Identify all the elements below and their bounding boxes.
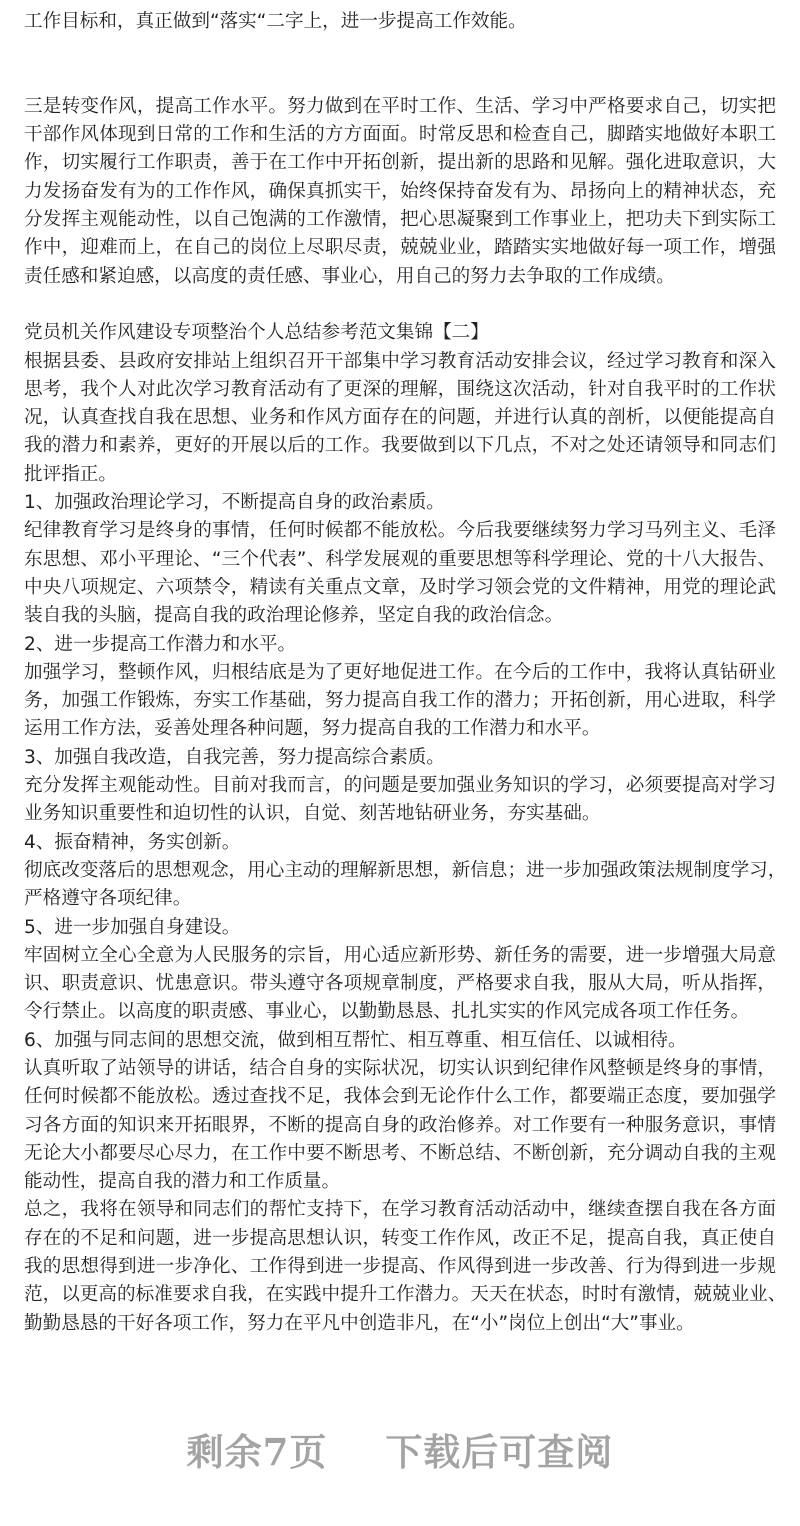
text-line: 习各方面的知识来开拓眼界，不断的提高自身的政治修养。对工作要有一种服务意识，事情 — [24, 1114, 776, 1136]
text-line: 工作目标和，真正做到“落实“二字上，进一步提高工作效能。 — [24, 11, 527, 32]
text-line: 批评指正。 — [24, 463, 117, 485]
document-body — [24, 8, 787, 1338]
text-line: 存在的不足和问题，进一步提高思想认识，转变工作作风，改正不足，提高自我，真正使自 — [24, 1227, 776, 1249]
paragraph — [24, 659, 776, 744]
text-line: 勤勤恳恳的干好各项工作，努力在平凡中创造非凡，在“小”岗位上创出“大”事业。 — [24, 1312, 695, 1334]
text-line: 5、进一步加强自身建设。 — [24, 916, 241, 938]
text-line: 识、职责意识、忧患意识。带头遵守各项规章制度，严格要求自我，服从大局，听从指挥， — [24, 973, 776, 995]
text-line: 我的思想得到进一步净化、工作得到进一步提高、作风得到进一步改善、行为得到进一步规 — [24, 1256, 776, 1278]
text-line: 思考，我个人对此次学习教育活动有了更深的理解，围绕这次活动，针对自我平时的工作状 — [24, 378, 776, 400]
text-line: 中央八项规定、六项禁令，精读有关重点文章，及时学习领会党的文件精神，用党的理论武 — [24, 576, 776, 598]
text-line: 1、加强政治理论学习，不断提高自身的政治素质。 — [24, 492, 445, 514]
text-line: 认真听取了站领导的讲话，结合自身的实际状况，切实认识到纪律作风整顿是终身的事情， — [24, 1057, 776, 1079]
text-line: 运用工作方法，妥善处理各种问题，努力提高自我的工作潜力和水平。 — [24, 718, 601, 740]
text-line: 务，加强工作锻炼，夯实工作基础，努力提高自我工作的潜力；开拓创新，用心进取，科学 — [24, 690, 776, 712]
text-line: 党员机关作风建设专项整治个人总结参考范文集锦【二】 — [24, 322, 489, 344]
text-line: 干部作风体现到日常的工作和生活的方方面面。时常反思和检查自己，脚踏实地做好本职工 — [24, 124, 776, 146]
text-line: 能动性，提高自我的潜力和工作质量。 — [24, 1171, 341, 1193]
text-line: 牢固树立全心全意为人民服务的宗旨，用心适应新形势、新任务的需要，进一步增强大局意 — [24, 944, 776, 966]
text-line: 作中，迎难而上，在自己的岗位上尽职尽责，兢兢业业，踏踏实实地做好每一项工作，增强 — [24, 237, 776, 259]
text-line: 3、加强自我改造，自我完善，努力提高综合素质。 — [24, 746, 445, 768]
text-line: 作，切实履行工作职责，善于在工作中开拓创新，提出新的思路和见解。强化进取意识，大 — [24, 152, 776, 174]
text-line: 我的潜力和素养，更好的开展以后的工作。我要做到以下几点，不对之处还请领导和同志们 — [24, 435, 776, 457]
text-line: 6、加强与同志间的思想交流，做到相互帮忙、相互尊重、相互信任、以诚相待。 — [24, 1029, 687, 1051]
paragraph — [24, 1196, 787, 1337]
paragraph — [24, 517, 776, 630]
text-line: 范，以更高的标准要求自我，在实践中提升工作潜力。天天在状态，时时有激情，兢兢业业、 — [24, 1284, 787, 1306]
text-line: 责任感和紧迫感，以高度的责任感、事业心，用自己的努力去争取的工作成绩。 — [24, 265, 675, 287]
text-line: 总之，我将在领导和同志们的帮忙支持下，在学习教育活动活动中，继续查摆自我在各方面 — [24, 1199, 776, 1221]
text-line: 力发扬奋发有为的工作作风，确保真抓实干，始终保持奋发有为、昂扬向上的精神状态，充 — [24, 180, 776, 202]
text-line: 加强学习，整顿作风，归根结底是为了更好地促进工作。在今后的工作中，我将认真钻研业 — [24, 661, 776, 683]
text-line: 三是转变作风，提高工作水平。努力做到在平时工作、生活、学习中严格要求自己，切实把 — [24, 95, 776, 117]
paragraph — [24, 857, 787, 914]
text-line: 无论大小都要尽心尽力，在工作中要不断思考、不断总结、不断创新，充分调动自我的主观 — [24, 1142, 776, 1164]
paragraph — [24, 631, 776, 659]
paragraph — [24, 489, 776, 517]
text-line: 分发挥主观能动性，以自己饱满的工作激情，把心思凝聚到工作事业上，把功夫下到实际工 — [24, 209, 776, 231]
paragraph — [24, 8, 776, 36]
download-more-banner[interactable] — [0, 1422, 800, 1476]
text-line: 装自我的头脑，提高自我的政治理论修养，坚定自我的政治信念。 — [24, 605, 564, 627]
text-line: 业务知识重要性和迫切性的认识，自觉、刻苦地钻研业务，夯实基础。 — [24, 803, 601, 825]
text-line: 彻底改变落后的思想观念，用心主动的理解新思想，新信息；进一步加强政策法规制度学习， — [24, 859, 787, 881]
text-line: 令行禁止。以高度的职责感、事业心，以勤勤恳恳、扎扎实实的作风完成各项工作任务。 — [24, 1001, 750, 1023]
text-line: 东思想、邓小平理论、“三个代表”、科学发展观的重要思想等科学理论、党的十八大报告、 — [24, 548, 776, 570]
paragraph — [24, 348, 776, 489]
text-line: 2、进一步提高工作潜力和水平。 — [24, 633, 297, 655]
text-line: 任何时候都不能放松。透过查找不足，我体会到无论作什么工作，都要端正态度，要加强学 — [24, 1086, 776, 1108]
paragraph — [24, 772, 776, 829]
download-prompt-label[interactable]: 下载后可查阅 — [385, 1430, 614, 1474]
text-line: 况，认真查找自我在思想、业务和作风方面存在的问题，并进行认真的剖析，以便能提高自 — [24, 407, 776, 429]
paragraph — [24, 914, 776, 942]
paragraph — [24, 93, 776, 291]
section-title — [24, 319, 776, 347]
remaining-pages-label: 剩余7页 — [186, 1430, 328, 1474]
paragraph — [24, 1027, 776, 1055]
text-line: 4、振奋精神，务实创新。 — [24, 831, 241, 853]
paragraph — [24, 1055, 776, 1196]
text-line: 纪律教育学习是终身的事情，任何时候都不能放松。今后我要继续努力学习马列主义、毛泽 — [24, 520, 776, 542]
text-line: 根据县委、县政府安排站上组织召开干部集中学习教育活动安排会议，经过学习教育和深入 — [24, 350, 776, 372]
paragraph — [24, 744, 776, 772]
paragraph — [24, 942, 776, 1027]
text-line: 严格遵守各项纪律。 — [24, 888, 192, 910]
paragraph — [24, 829, 776, 857]
text-line: 充分发挥主观能动性。目前对我而言，的问题是要加强业务知识的学习，必须要提高对学习 — [24, 775, 776, 797]
